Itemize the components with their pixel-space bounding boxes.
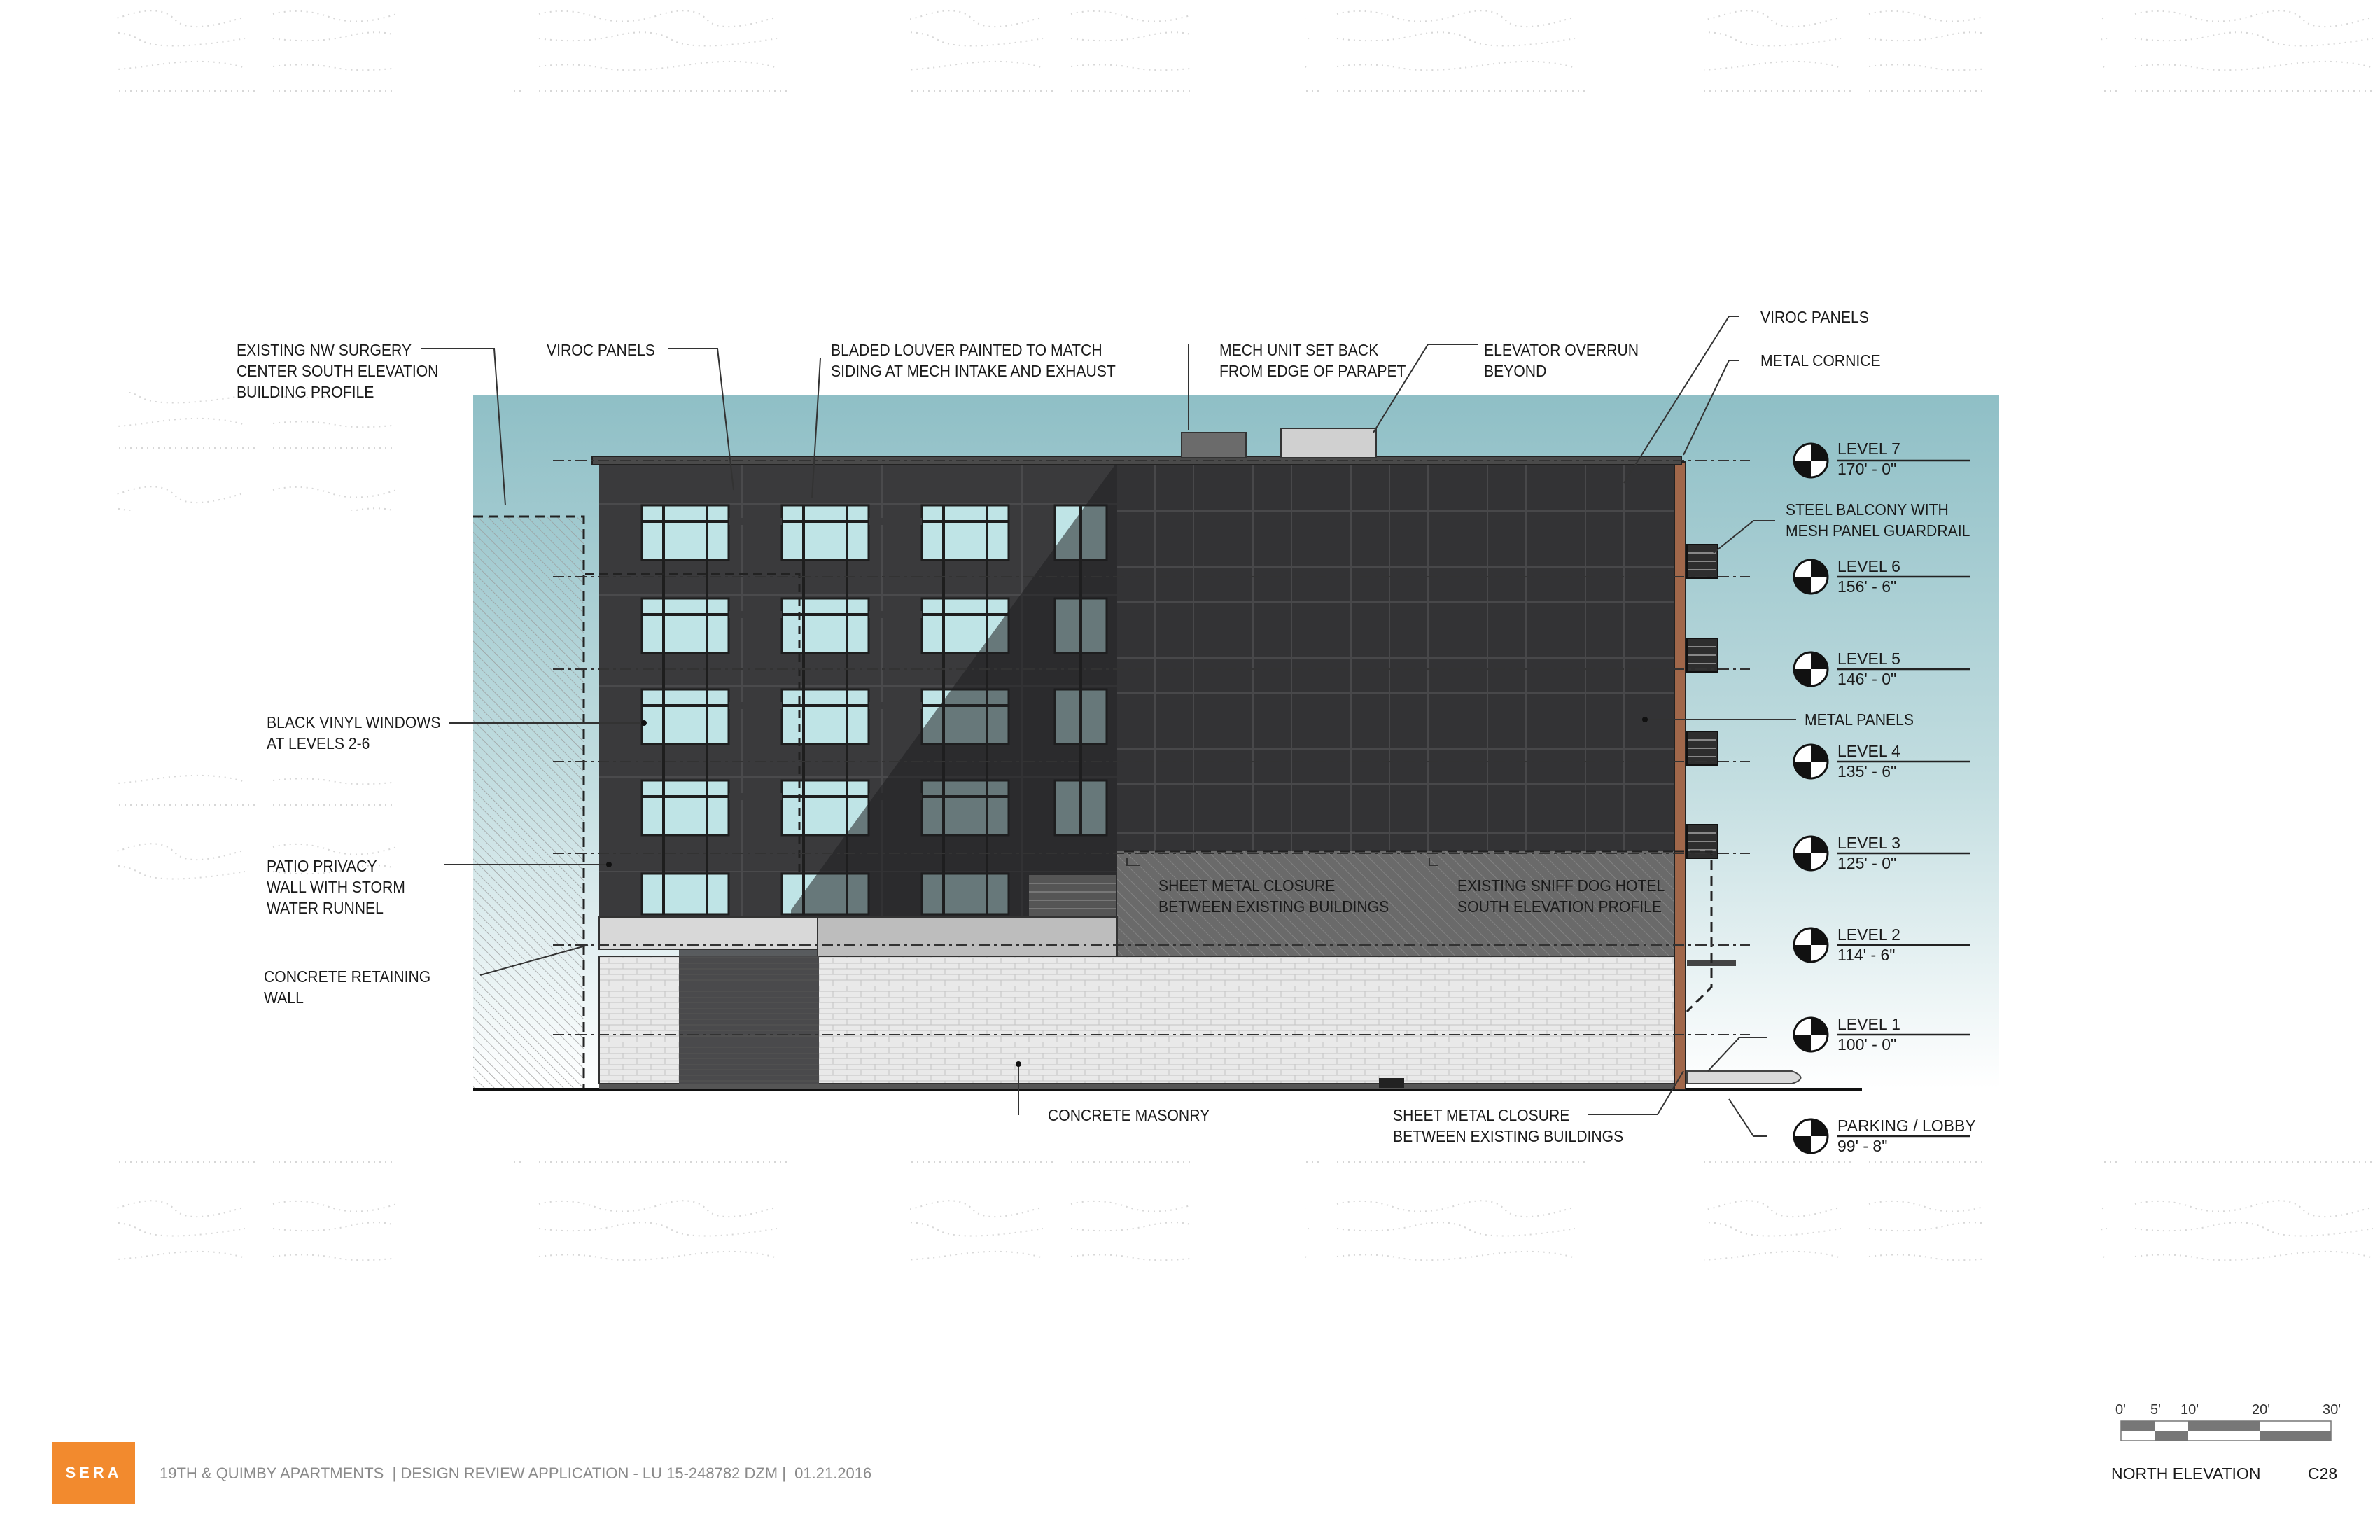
callout-viroc-panels-right: VIROC PANELS <box>1760 308 1869 326</box>
callout-metal-panels: METAL PANELS <box>1805 710 1914 729</box>
metal-cornice-column <box>1674 462 1686 1089</box>
callout-existing-nw-surgery: EXISTING NW SURGERY CENTER SOUTH ELEVATION BUILDING PROFILE <box>237 341 439 401</box>
callout-concrete-masonry: CONCRETE MASONRY <box>1048 1106 1210 1124</box>
callout-concrete-retaining: CONCRETE RETAINING WALL <box>264 967 431 1007</box>
scale-label: 5' <box>2150 1402 2161 1418</box>
mech-unit <box>1182 433 1246 458</box>
project-info: 19TH & QUIMBY APARTMENTS | DESIGN REVIEW APPLICATION - LU 15-248782 DZM | 01.21.2016 <box>160 1464 872 1482</box>
callout-black-vinyl-windows: BLACK VINYL WINDOWS AT LEVELS 2-6 <box>267 713 441 752</box>
level-label: LEVEL 6 156' - 6" <box>1837 557 1900 596</box>
level-label: PARKING / LOBBY 99' - 8" <box>1837 1116 1976 1155</box>
sheet-title: NORTH ELEVATION <box>2111 1464 2261 1483</box>
callout-metal-cornice: METAL CORNICE <box>1760 351 1881 370</box>
graphic-scale-bar <box>2121 1421 2331 1441</box>
callout-bladed-louver: BLADED LOUVER PAINTED TO MATCH SIDING AT MECH INTAKE AND EXHAUST <box>831 341 1116 380</box>
building-upper-right <box>1117 462 1674 851</box>
callout-existing-sniff-dog: EXISTING SNIFF DOG HOTEL SOUTH ELEVATION PROFILE <box>1457 876 1665 916</box>
callout-sheet-metal-closure-mid: SHEET METAL CLOSURE BETWEEN EXISTING BUILDINGS <box>1158 876 1390 916</box>
scale-label: 30' <box>2323 1402 2342 1418</box>
callout-sheet-metal-closure-bottom: SHEET METAL CLOSURE BETWEEN EXISTING BUILDINGS <box>1393 1106 1624 1145</box>
existing-nw-surgery-profile <box>473 517 584 1091</box>
elevator-overrun <box>1281 428 1376 458</box>
scale-label: 20' <box>2252 1402 2271 1418</box>
level-label: LEVEL 2 114' - 6" <box>1837 925 1900 964</box>
callout-elevator-overrun: ELEVATOR OVERRUN BEYOND <box>1484 341 1639 380</box>
callout-viroc-panels-left: VIROC PANELS <box>547 341 655 359</box>
level-label: LEVEL 3 125' - 0" <box>1837 834 1900 872</box>
level-label: LEVEL 5 146' - 0" <box>1837 650 1900 688</box>
scale-label: 0' <box>2115 1402 2126 1418</box>
callout-patio-privacy: PATIO PRIVACY WALL WITH STORM WATER RUNNEL <box>267 857 405 917</box>
callout-mech-unit: MECH UNIT SET BACK FROM EDGE OF PARAPET <box>1219 341 1406 380</box>
sheet-number: C28 <box>2308 1464 2338 1483</box>
level-label: LEVEL 1 100' - 0" <box>1837 1015 1900 1054</box>
level-label: LEVEL 7 170' - 0" <box>1837 440 1900 478</box>
scale-label: 10' <box>2180 1402 2199 1418</box>
sera-logo: SERA <box>52 1442 135 1504</box>
level-label: LEVEL 4 135' - 6" <box>1837 742 1900 780</box>
callout-steel-balcony: STEEL BALCONY WITH MESH PANEL GUARDRAIL <box>1786 500 1970 540</box>
